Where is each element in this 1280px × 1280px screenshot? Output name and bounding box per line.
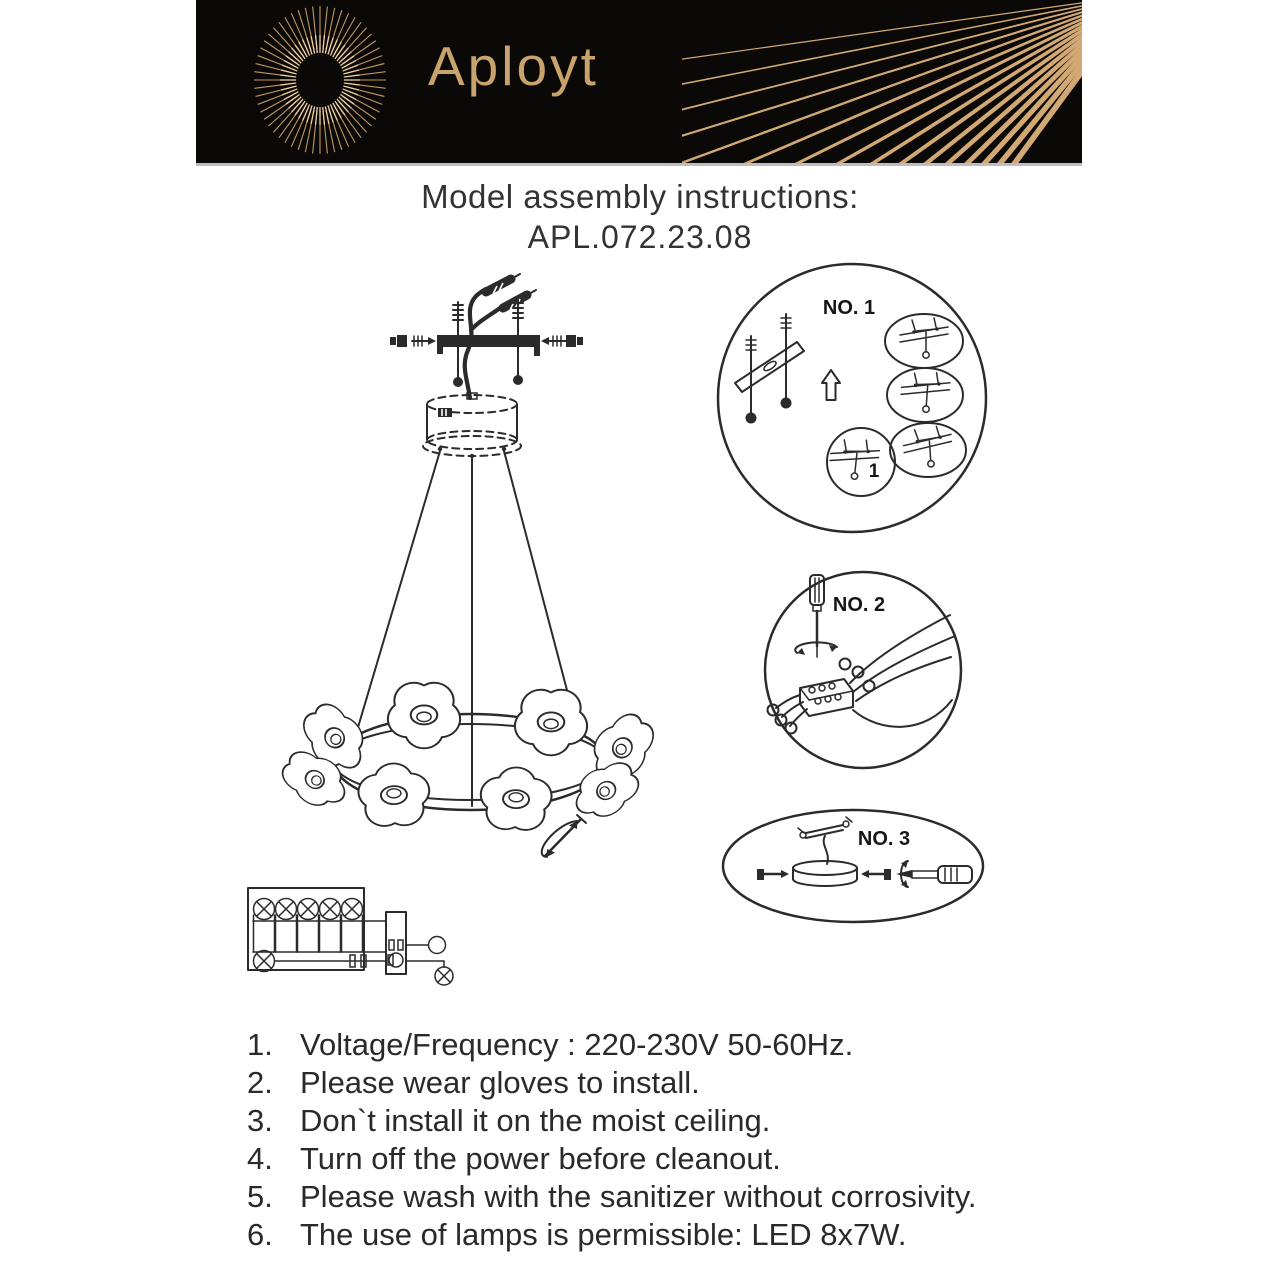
terminal-block — [800, 679, 853, 716]
night-lamp-branch — [254, 951, 387, 972]
instruction-item — [247, 1026, 977, 1064]
instruction-item — [247, 1178, 977, 1216]
instruction-text: Voltage/Frequency : 220-230V 50-60Hz. — [300, 1027, 854, 1062]
instruction-number: 4. — [247, 1141, 273, 1176]
instruction-item — [247, 1102, 977, 1140]
instruction-text: Please wear gloves to install. — [300, 1065, 700, 1100]
instructions-list — [247, 1026, 977, 1254]
screw-rotation-icon — [536, 815, 586, 860]
screwdriver-icon — [795, 575, 837, 657]
cup-wire — [824, 836, 828, 864]
instruction-text: Please wash with the sanitizer without corrosivity. — [300, 1179, 977, 1214]
instruction-text: Don`t install it on the moist ceiling. — [300, 1103, 771, 1138]
canopy — [423, 393, 521, 458]
mounting-bar — [390, 300, 583, 387]
lamp-shades — [275, 683, 663, 831]
wiring-diagram — [248, 888, 453, 985]
ceiling-cup — [793, 861, 857, 886]
driver-box — [386, 912, 453, 985]
detail-circle-no3 — [723, 810, 983, 922]
lamp-symbols — [254, 899, 363, 920]
wire-connector-icon — [486, 274, 520, 294]
instruction-number: 1. — [247, 1027, 273, 1062]
instruction-number: 5. — [247, 1179, 273, 1214]
detail1-label: NO. 1 — [822, 297, 876, 319]
page-title: Model assembly instructions: — [421, 178, 859, 215]
up-arrow-icon — [822, 370, 840, 400]
instruction-text: The use of lamps is permissible: LED 8x7W. — [300, 1217, 907, 1252]
brand-name: Aployt — [428, 35, 599, 97]
sub-detail-bubbles — [827, 314, 966, 496]
detail2-label: NO. 2 — [832, 594, 886, 616]
bracket-detail — [735, 314, 804, 424]
ceiling-strap — [798, 817, 852, 838]
instruction-number: 2. — [247, 1065, 273, 1100]
detail-circle-no1 — [718, 264, 986, 532]
detail1-step-label: 1 — [868, 461, 880, 482]
instruction-number: 6. — [247, 1217, 273, 1252]
chandelier-drawing — [275, 274, 663, 860]
instruction-number: 3. — [247, 1103, 273, 1138]
model-code: APL.072.23.08 — [527, 219, 753, 255]
instruction-item — [247, 1140, 977, 1178]
screwdriver-icon — [896, 861, 972, 887]
instruction-item — [247, 1064, 977, 1102]
instruction-item — [247, 1216, 977, 1254]
schematic-wires — [253, 915, 386, 952]
wires — [768, 615, 956, 734]
detail-circle-no2 — [765, 572, 961, 768]
detail3-label: NO. 3 — [857, 828, 911, 850]
instruction-text: Turn off the power before cleanout. — [300, 1141, 781, 1176]
